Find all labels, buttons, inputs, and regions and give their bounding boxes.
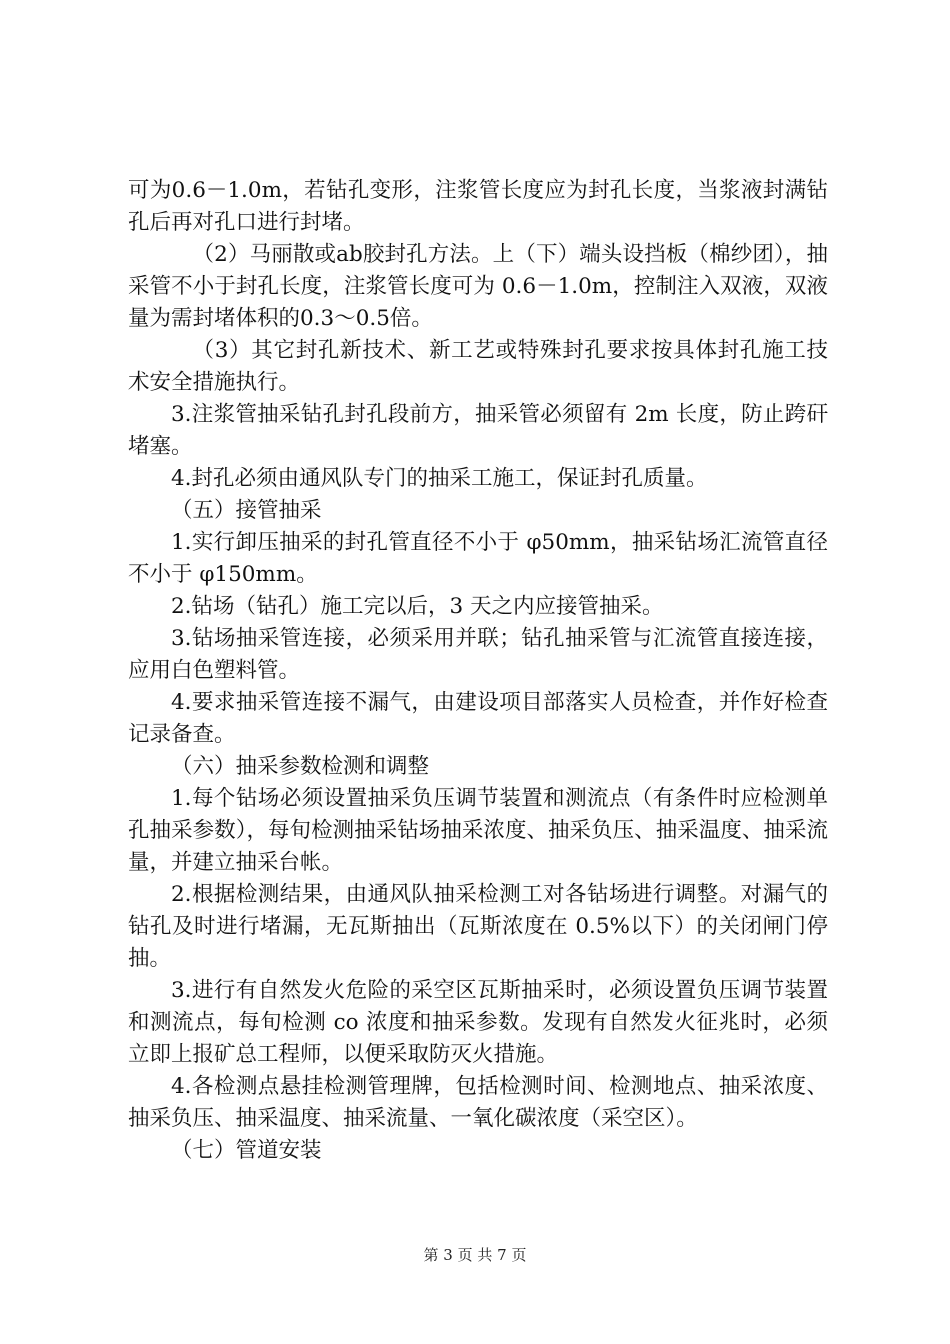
paragraph-8: 3.钻场抽采管连接，必须采用并联；钻孔抽采管与汇流管直接连接，应用白色塑料管。 [128,626,828,683]
paragraph-14: 4.各检测点悬挂检测管理牌，包括检测时间、检测地点、抽采浓度、抽采负压、抽采温度、抽采流量、一氧化碳浓度（采空区）。 [128,1074,828,1131]
paragraph-13: 3.进行有自然发火危险的采空区瓦斯抽采时，必须设置负压调节装置和测流点，每旬检测 co 浓度和抽采参数。发现有自然发火征兆时，必须立即上报矿总工程师，以便采取防灭火措施。 [128,978,828,1067]
section-heading-7: （七）管道安装 [171,1138,322,1163]
paragraph-9: 4.要求抽采管连接不漏气，由建设项目部落实人员检查，并作好检查记录备查。 [128,690,828,747]
paragraph-1: （2）马丽散或ab胶封孔方法。上（下）端头设挡板（棉纱团），抽采管不小于封孔长度，注浆管长度可为 0.6－1.0m，控制注入双液，双液量为需封堵体积的0.3～0.5倍。 [128,242,828,331]
paragraph-3: 3.注浆管抽采钻孔封孔段前方，抽采管必须留有 2m 长度，防止跨矸堵塞。 [128,402,828,459]
page-footer: 第 3 页 共 7 页 [423,1246,527,1264]
document-body [128,175,828,1167]
section-heading-5: （五）接管抽采 [171,498,322,523]
paragraph-6: 1.实行卸压抽采的封孔管直径不小于 φ50mm，抽采钻场汇流管直径不小于 φ150mm。 [128,530,828,587]
paragraph-0: 可为0.6－1.0m，若钻孔变形，注浆管长度应为封孔长度，当浆液封满钻孔后再对孔口进行封堵。 [128,178,828,235]
paragraph-7: 2.钻场（钻孔）施工完以后，3 天之内应接管抽采。 [171,594,664,619]
paragraph-12: 2.根据检测结果，由通风队抽采检测工对各钻场进行调整。对漏气的钻孔及时进行堵漏，无瓦斯抽出（瓦斯浓度在 0.5%以下）的关闭闸门停抽。 [128,882,828,971]
section-heading-6: （六）抽采参数检测和调整 [171,754,430,779]
paragraph-11: 1.每个钻场必须设置抽采负压调节装置和测流点（有条件时应检测单孔抽采参数），每旬检测抽采钻场抽采浓度、抽采负压、抽采温度、抽采流量，并建立抽采台帐。 [128,786,828,875]
paragraph-2: （3）其它封孔新技术、新工艺或特殊封孔要求按具体封孔施工技术安全措施执行。 [128,338,828,395]
paragraph-4: 4.封孔必须由通风队专门的抽采工施工，保证封孔质量。 [171,466,708,491]
